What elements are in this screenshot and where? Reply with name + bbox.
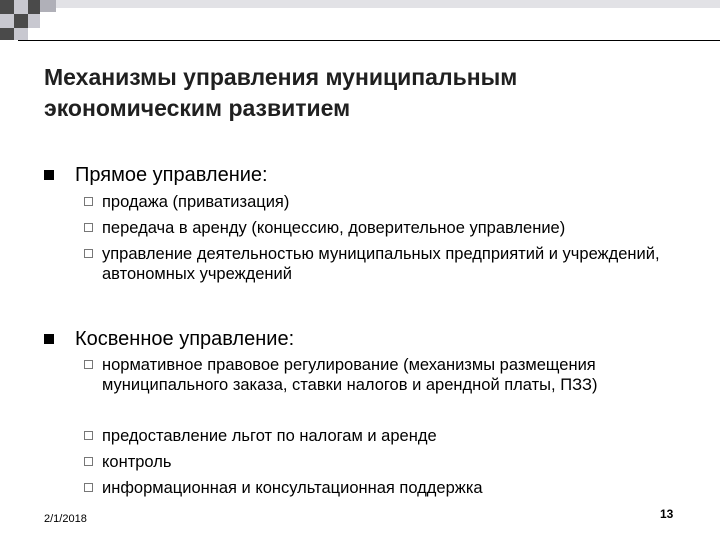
bullet-direct-management — [44, 162, 268, 188]
sub-bullet-text: предоставление льгот по налогам и аренде — [102, 427, 437, 445]
slide-date: 2/1/2018 — [44, 513, 87, 525]
header-divider — [18, 40, 720, 41]
slide-title-line-2: экономическим развитием — [44, 95, 351, 121]
decorative-squares-header — [0, 0, 720, 40]
sub-bullet-text: нормативное правовое регулирование (механизмы размещения муниципального заказа, ставки налогов и арендной платы, ПЗЗ) — [102, 356, 598, 394]
hollow-square-bullet-icon — [84, 483, 93, 492]
sub-bullet-item — [84, 355, 624, 395]
slide-page-number: 13 — [660, 507, 674, 521]
bullet-heading: Прямое управление: — [75, 164, 268, 186]
bullet-heading: Косвенное управление: — [75, 328, 295, 350]
square-bullet-icon — [44, 170, 54, 180]
square-bullet-icon — [44, 334, 54, 344]
hollow-square-bullet-icon — [84, 249, 93, 258]
slide-title — [44, 62, 684, 124]
sub-bullet-item — [84, 452, 684, 472]
hollow-square-bullet-icon — [84, 197, 93, 206]
sub-bullet-text: передача в аренду (концессию, доверительное управление) — [102, 219, 566, 237]
sub-bullet-item — [84, 192, 684, 212]
bullet-indirect-management — [44, 326, 294, 352]
sub-bullet-text: контроль — [102, 453, 172, 471]
hollow-square-bullet-icon — [84, 457, 93, 466]
hollow-square-bullet-icon — [84, 223, 93, 232]
sub-bullet-text: информационная и консультационная поддержка — [102, 479, 483, 497]
sub-bullet-item — [84, 478, 684, 498]
slide-title-line-1: Механизмы управления муниципальным — [44, 64, 518, 90]
sub-bullet-text: продажа (приватизация) — [102, 193, 290, 211]
sub-bullet-item — [84, 426, 684, 446]
hollow-square-bullet-icon — [84, 360, 93, 369]
hollow-square-bullet-icon — [84, 431, 93, 440]
sub-bullet-item — [84, 218, 684, 238]
sub-bullet-item — [84, 244, 664, 284]
sub-bullet-text: управление деятельностью муниципальных предприятий и учреждений, автономных учреждений — [102, 245, 660, 283]
